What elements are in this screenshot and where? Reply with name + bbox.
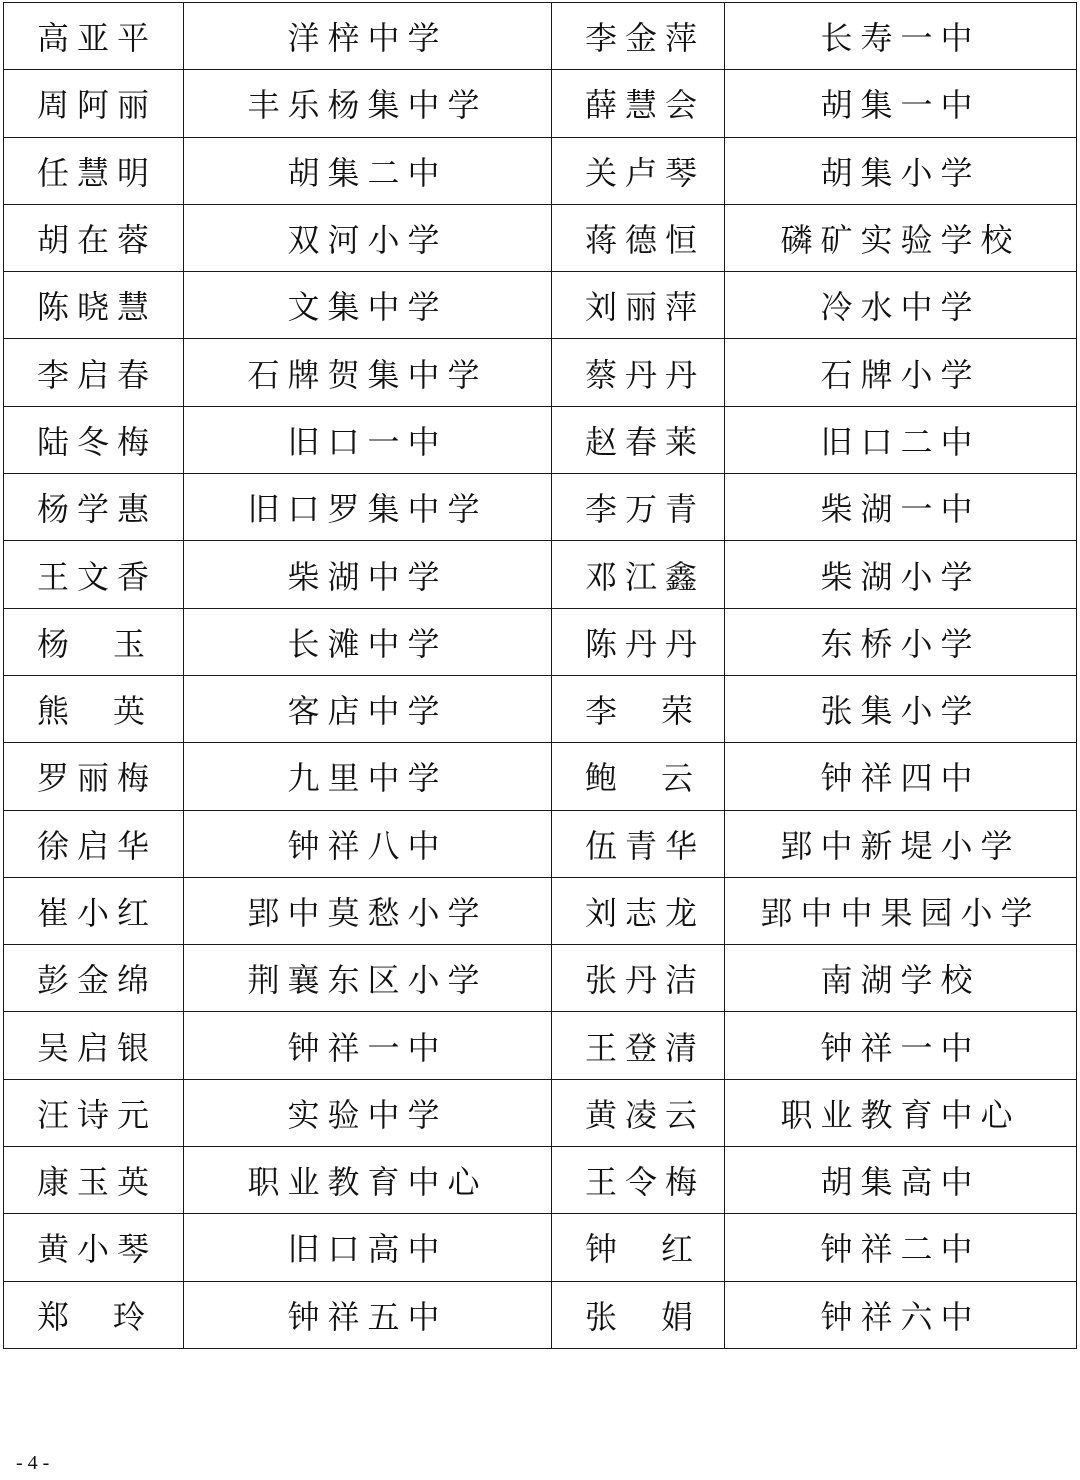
teacher-name-cell (552, 743, 725, 810)
teacher-name-cell: 陆冬梅 (4, 406, 184, 473)
name-character: 张 (585, 1297, 618, 1336)
school-name-cell: 胡集一中 (725, 70, 1077, 137)
school-name-cell: 职业教育中心 (725, 1079, 1077, 1146)
school-name-cell: 旧口一中 (184, 406, 552, 473)
teacher-name-cell (552, 675, 725, 742)
teacher-name-cell: 任慧明 (4, 137, 184, 204)
teacher-name-cell: 赵春莱 (552, 406, 725, 473)
school-name-cell: 钟祥四中 (725, 743, 1077, 810)
teacher-name-cell: 康玉英 (4, 1147, 184, 1214)
school-name-cell: 丰乐杨集中学 (184, 70, 552, 137)
roster-table-body (4, 3, 1077, 1349)
teacher-name-text (585, 1292, 693, 1338)
school-name-cell: 磷矿实验学校 (725, 204, 1077, 271)
table-row (4, 204, 1077, 271)
teacher-name-cell: 关卢琴 (552, 137, 725, 204)
teacher-name-cell: 薛慧会 (552, 70, 725, 137)
teacher-name-cell: 周阿丽 (4, 70, 184, 137)
school-name-cell: 郢中中果园小学 (725, 877, 1077, 944)
school-name-cell: 职业教育中心 (184, 1147, 552, 1214)
school-name-cell: 柴湖小学 (725, 541, 1077, 608)
teacher-name-cell: 罗丽梅 (4, 743, 184, 810)
name-character: 李 (585, 692, 618, 731)
school-name-cell: 客店中学 (184, 675, 552, 742)
school-name-cell: 胡集高中 (725, 1147, 1077, 1214)
school-name-cell: 冷水中学 (725, 272, 1077, 339)
school-name-cell: 钟祥二中 (725, 1214, 1077, 1281)
teacher-name-text (37, 686, 145, 732)
teacher-name-cell: 李金萍 (552, 3, 725, 70)
teacher-name-cell: 崔小红 (4, 877, 184, 944)
name-character: 鲍 (585, 759, 618, 798)
teacher-name-cell: 刘丽萍 (552, 272, 725, 339)
school-name-cell: 长寿一中 (725, 3, 1077, 70)
school-name-cell: 石牌小学 (725, 339, 1077, 406)
teacher-name-cell: 陈丹丹 (552, 608, 725, 675)
teacher-name-cell: 张丹洁 (552, 945, 725, 1012)
teacher-name-cell: 胡在蓉 (4, 204, 184, 271)
school-name-cell: 南湖学校 (725, 945, 1077, 1012)
school-name-cell: 长滩中学 (184, 608, 552, 675)
school-name-cell: 钟祥八中 (184, 810, 552, 877)
name-character: 荣 (660, 692, 693, 731)
teacher-name-cell: 黄凌云 (552, 1079, 725, 1146)
table-row (4, 474, 1077, 541)
school-name-cell: 钟祥五中 (184, 1281, 552, 1348)
table-row (4, 406, 1077, 473)
teacher-name-cell (552, 1281, 725, 1348)
teacher-name-text (585, 753, 693, 799)
table-row (4, 1281, 1077, 1348)
name-character: 钟 (585, 1230, 618, 1269)
school-name-cell: 胡集二中 (184, 137, 552, 204)
table-row (4, 70, 1077, 137)
school-name-cell: 张集小学 (725, 675, 1077, 742)
teacher-name-cell: 高亚平 (4, 3, 184, 70)
teacher-name-cell: 蒋德恒 (552, 204, 725, 271)
teacher-name-cell: 王文香 (4, 541, 184, 608)
school-name-cell: 荆襄东区小学 (184, 945, 552, 1012)
name-character: 云 (660, 759, 693, 798)
teacher-name-cell: 吴启银 (4, 1012, 184, 1079)
name-character: 熊 (37, 692, 70, 731)
teacher-name-text (585, 686, 693, 732)
school-name-cell: 九里中学 (184, 743, 552, 810)
school-name-cell: 旧口罗集中学 (184, 474, 552, 541)
roster-table (3, 2, 1077, 1349)
school-name-cell: 东桥小学 (725, 608, 1077, 675)
name-character: 玉 (112, 624, 145, 663)
teacher-name-cell: 陈晓慧 (4, 272, 184, 339)
name-character: 玲 (112, 1297, 145, 1336)
teacher-name-cell: 伍青华 (552, 810, 725, 877)
school-name-cell: 文集中学 (184, 272, 552, 339)
teacher-name-cell: 黄小琴 (4, 1214, 184, 1281)
name-character: 娟 (660, 1297, 693, 1336)
table-row (4, 1012, 1077, 1079)
teacher-name-text (37, 619, 145, 665)
page-number: - 4 - (16, 1452, 50, 1474)
table-row (4, 945, 1077, 1012)
table-row (4, 877, 1077, 944)
teacher-name-text (37, 1292, 145, 1338)
table-row (4, 675, 1077, 742)
name-character: 英 (112, 692, 145, 731)
school-name-cell: 郢中莫愁小学 (184, 877, 552, 944)
school-name-cell: 旧口高中 (184, 1214, 552, 1281)
school-name-cell: 钟祥一中 (725, 1012, 1077, 1079)
school-name-cell: 柴湖中学 (184, 541, 552, 608)
teacher-name-cell: 彭金绵 (4, 945, 184, 1012)
teacher-name-cell: 蔡丹丹 (552, 339, 725, 406)
school-name-cell: 石牌贺集中学 (184, 339, 552, 406)
teacher-name-cell (4, 1281, 184, 1348)
school-name-cell: 钟祥一中 (184, 1012, 552, 1079)
table-row (4, 541, 1077, 608)
table-row (4, 137, 1077, 204)
school-name-cell: 洋梓中学 (184, 3, 552, 70)
teacher-name-cell: 杨学惠 (4, 474, 184, 541)
table-row (4, 1214, 1077, 1281)
school-name-cell: 柴湖一中 (725, 474, 1077, 541)
school-name-cell: 胡集小学 (725, 137, 1077, 204)
teacher-name-cell (552, 1214, 725, 1281)
school-name-cell: 实验中学 (184, 1079, 552, 1146)
teacher-name-cell: 刘志龙 (552, 877, 725, 944)
school-name-cell: 双河小学 (184, 204, 552, 271)
table-row (4, 1079, 1077, 1146)
name-character: 郑 (37, 1297, 70, 1336)
teacher-name-cell: 李启春 (4, 339, 184, 406)
table-row (4, 810, 1077, 877)
table-row (4, 608, 1077, 675)
teacher-name-cell: 汪诗元 (4, 1079, 184, 1146)
teacher-name-cell: 李万青 (552, 474, 725, 541)
teacher-name-cell (4, 608, 184, 675)
teacher-name-cell: 王登清 (552, 1012, 725, 1079)
school-name-cell: 郢中新堤小学 (725, 810, 1077, 877)
teacher-name-cell: 王令梅 (552, 1147, 725, 1214)
table-row (4, 3, 1077, 70)
teacher-name-text (585, 1224, 693, 1270)
teacher-name-cell (4, 675, 184, 742)
teacher-name-cell: 邓江鑫 (552, 541, 725, 608)
name-character: 红 (660, 1230, 693, 1269)
teacher-name-cell: 徐启华 (4, 810, 184, 877)
school-name-cell: 旧口二中 (725, 406, 1077, 473)
school-name-cell: 钟祥六中 (725, 1281, 1077, 1348)
table-row (4, 743, 1077, 810)
table-row (4, 339, 1077, 406)
table-row (4, 1147, 1077, 1214)
table-row (4, 272, 1077, 339)
name-character: 杨 (37, 624, 70, 663)
